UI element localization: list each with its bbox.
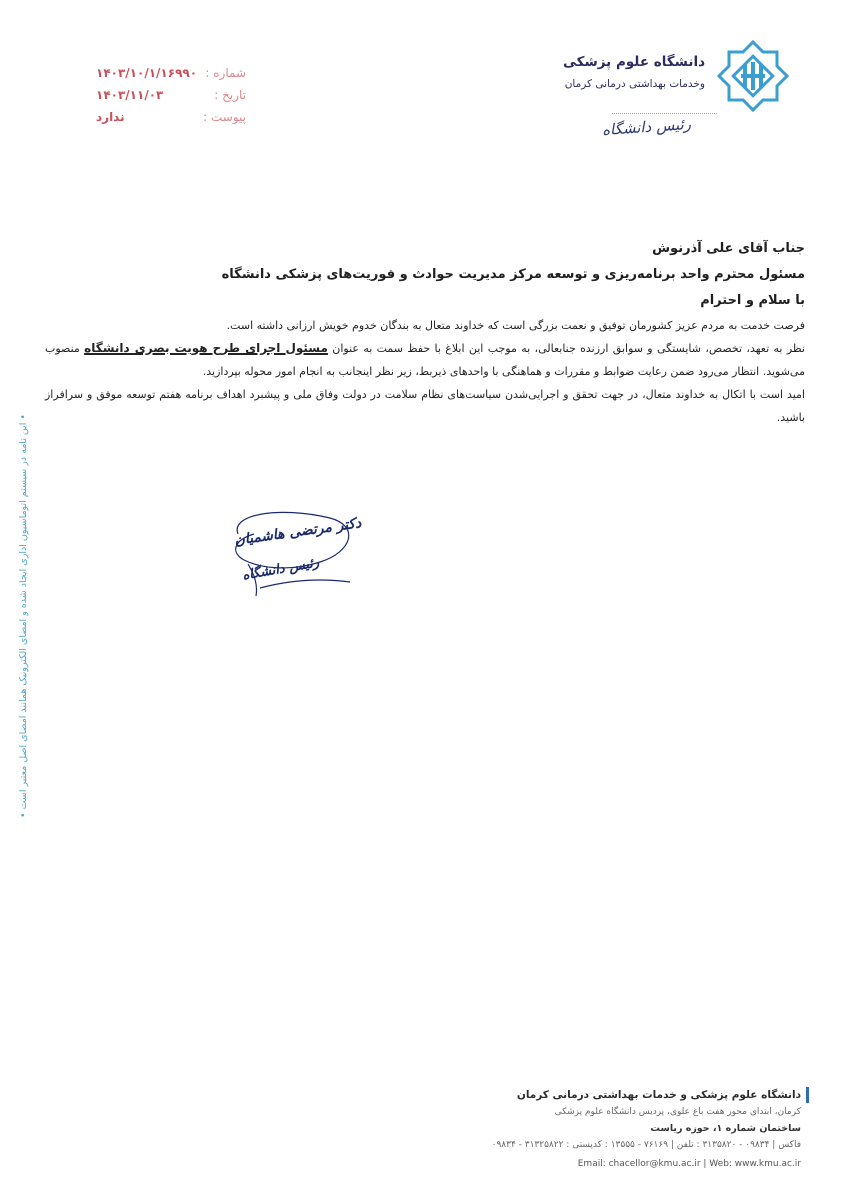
letter-date-label: تاریخ :: [214, 88, 246, 102]
appointment-position: مسئول اجرای طرح هویت بصری دانشگاه: [84, 341, 328, 355]
footer-contact: ۰۹۸۳۴ - ۳۱۳۲۵۸۲۲ : فاکس | ۰۹۸۳۴ - ۳۱۳۵۸۲۰ : تلفن | ۷۶۱۶۹ - ۱۳۵۵۵ : کدپستی: [491, 1140, 801, 1150]
letter-number-label: شماره :: [205, 66, 246, 80]
signer-name: دکتر مرتضی هاشمیان: [233, 515, 363, 549]
paragraph-1: فرصت خدمت به مردم عزیز کشورمان توفیق و نعمت بزرگی است که خداوند متعال به بندگان خدوم خویش ارزانی داشته است.: [226, 319, 805, 332]
letter-number-row: [96, 62, 246, 84]
office-title-script: رئیس دانشگاه: [601, 114, 692, 140]
university-name: دانشگاه علوم پزشکی: [563, 54, 705, 70]
electronic-signature-note: [8, 396, 38, 836]
letter-attachment-row: [96, 106, 246, 128]
letter-number-value: ۱۴۰۳/۱۰/۱/۱۶۹۹۰: [96, 66, 198, 80]
recipient-title: مسئول محترم واحد برنامه‌ریزی و توسعه مرکز مدیریت حوادث و فوریت‌های پزشکی دانشگاه: [221, 267, 805, 282]
footer-accent-bar: [806, 1087, 809, 1103]
recipient-name: جناب آقای علی آذرنوش: [652, 241, 805, 256]
letter-attachment-label: پیوست :: [203, 110, 246, 124]
university-logo-block: [549, 40, 789, 110]
footer-building: ساختمان شماره ۱، حوزه ریاست: [650, 1123, 801, 1134]
university-emblem-icon: [717, 40, 789, 112]
signature: [220, 504, 363, 600]
letter-attachment-value: ندارد: [96, 110, 125, 124]
paragraph-2-end: منصوب می‌شوید. انتظار می‌رود ضمن رعایت ضوابط و مقررات و هماهنگی با واحدهای ذیربط، زیر نظر اینجانب به انجام امور محوله بپردازید.: [45, 342, 805, 378]
letter-body: [45, 236, 805, 429]
footer: [381, 1086, 801, 1175]
signer-title: رئیس دانشگاه: [241, 555, 321, 584]
electronic-signature-note-text: • این نامه در سیستم اتوماسیون اداری ایجاد شده و امضای الکترونیک همانند امضای اصل معتبر است •: [17, 413, 29, 818]
paragraph-3: امید است با اتکال به خداوند متعال، در جهت تحقق و اجرایی‌شدن سیاست‌های نظام سلامت در دولت وفاق ملی و پیشبرد اهداف برنامه هفتم توسعه موفق و سرافراز باشید.: [45, 388, 805, 424]
footer-web: Email: chacellor@kmu.ac.ir | Web: www.kmu.ac.ir: [577, 1159, 801, 1169]
letter-date-row: [96, 84, 246, 106]
letter-date-value: ۱۴۰۳/۱۱/۰۳: [96, 88, 164, 102]
footer-title: دانشگاه علوم پزشکی و خدمات بهداشتی درمانی کرمان: [516, 1089, 801, 1101]
footer-address: کرمان، ابتدای محور هفت باغ علوی، پردیس دانشگاه علوم پزشکی: [554, 1107, 801, 1117]
paragraph-2: [45, 337, 805, 383]
header-divider: [612, 113, 717, 114]
greeting: با سلام و احترام: [700, 293, 805, 308]
paragraph-2-start: نظر به تعهد، تخصص، شایستگی و سوابق ارزنده جنابعالی، به موجب این ابلاغ با حفظ سمت به عنوان: [327, 342, 805, 355]
letter-meta: [96, 62, 246, 128]
university-subtitle: وخدمات بهداشتی درمانی کرمان: [564, 78, 705, 90]
